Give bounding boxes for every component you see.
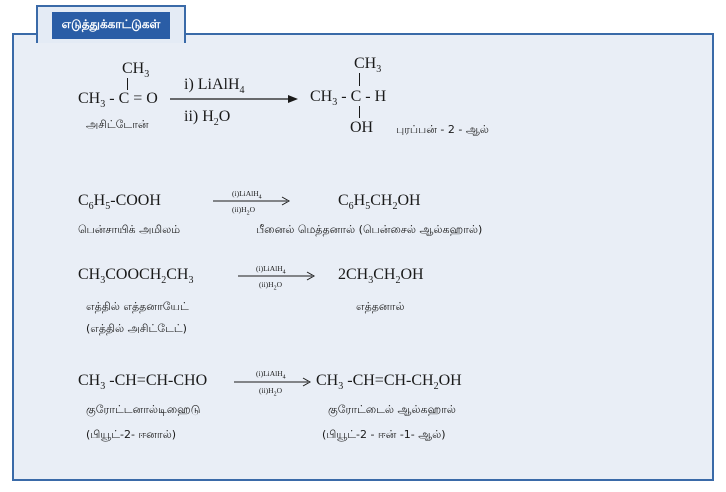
r3-product: $2CH_3CH_2OH$ [338,266,424,287]
r4-product-name: குரோட்டைல் ஆல்கஹால் [328,403,456,416]
r4-product: $CH_3$ $-CH=CH-CH_2OH$ [316,372,462,393]
r3-reactant-name: எத்தில் எத்தனாயேட் [86,300,189,313]
r3-reagent2: $(ii)H_2O$ [259,280,283,292]
r2-reactant-name: பென்சாயிக் அமிலம் [78,223,181,236]
r2-product-name: பீனைல் மெத்தனால் (பென்சைல் ஆல்கஹால்) [256,223,483,236]
r4-reagent2: $(ii)H_2O$ [259,386,283,398]
r4-reactant-name: குரோட்டனால்டிஹைடு [86,403,201,416]
r1-prod-oh: OH [350,119,374,136]
r2-product: $C_6H_5CH_2OH$ [338,192,421,213]
r1-bond-top [359,73,360,86]
r4-reagent1: (i)LiAlH$_4$ [256,369,286,381]
examples-heading: எடுத்துக்காட்டுகள் [52,12,171,39]
r3-reactant-name2: (எத்தில் அசிட்டேட்) [86,322,187,335]
r3-reactant: $CH_3COOCH_2CH_3$ [78,266,194,287]
r2-reagent2: $(ii)H_2O$ [232,205,256,217]
r4-product-name2: (பியூட்-2 - ஈன் -1- ஆல்) [322,428,446,441]
r1-bond-left [127,78,128,90]
r3-product-name: எத்தனால் [356,300,405,313]
r1-product: $CH_3$ - C - H [310,88,387,109]
r4-reactant: $CH_3$ -CH=CH-CHO [78,372,208,393]
r2-reactant: $C_6H_5$-COOH [78,192,161,213]
r1-bond-bottom [359,106,360,118]
r1-step1: i) LiAlH$_4$ [184,76,245,97]
r1-arrow [170,97,300,105]
r1-top-ch3: $CH_3$ [122,60,150,81]
r1-prod-top: $CH_3$ [354,55,382,76]
r4-reactant-name2: (பியூட்-2- ஈனால்) [86,428,177,441]
r1-reactant: $CH_3 - C = O$ [78,90,158,111]
r2-reagent1: (i)LiAlH$_4$ [232,189,262,201]
examples-tab [36,5,186,43]
r1-step2: ii) $H_2O$ [184,108,231,129]
r1-product-name: புரப்பன் - 2 - ஆல் [396,123,489,136]
r3-reagent1: (i)LiAlH$_4$ [256,264,286,276]
r1-reactant-name: அசிட்டோன் [86,118,149,131]
